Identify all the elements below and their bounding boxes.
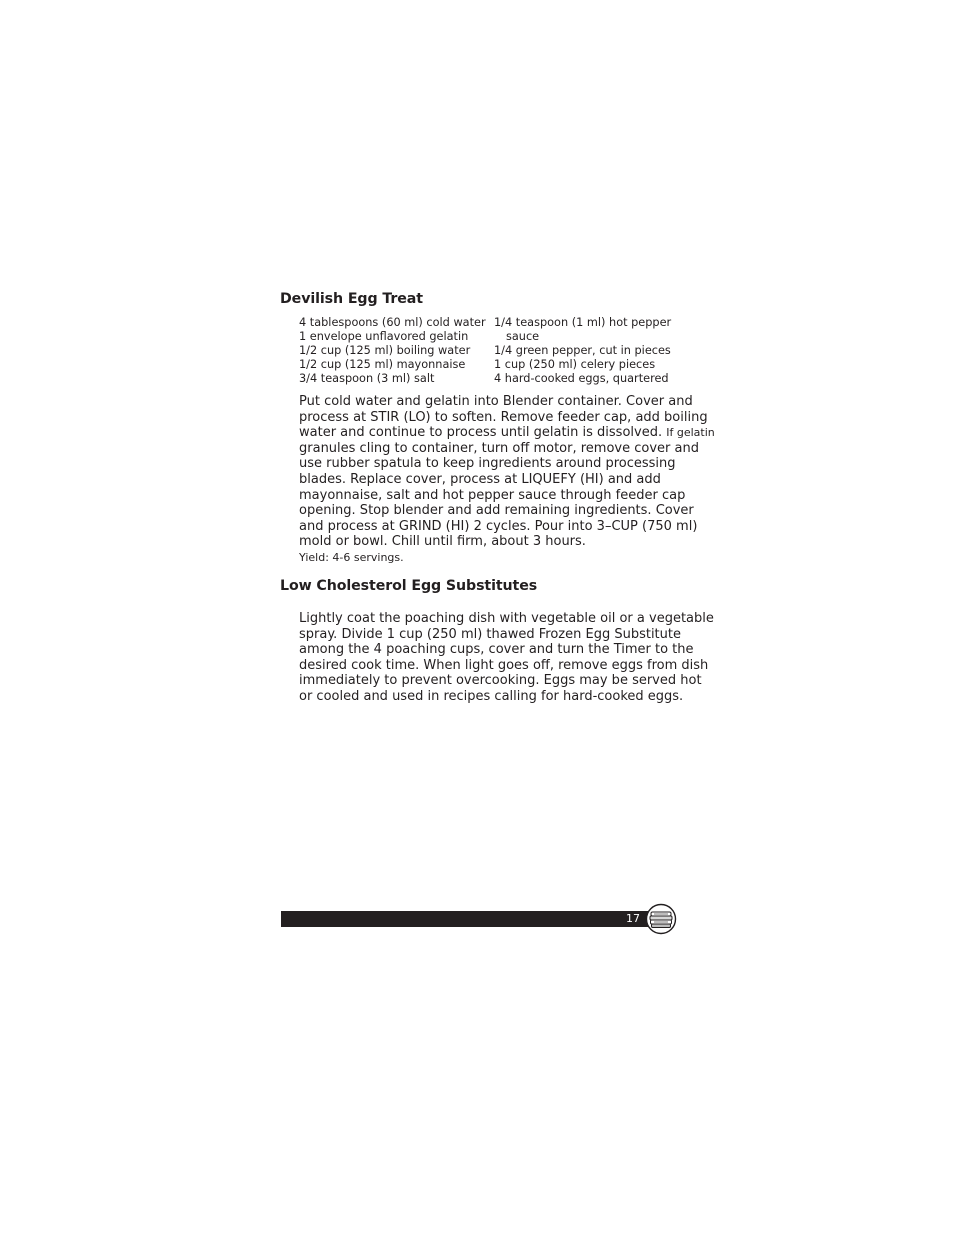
instructions-line: immediately to prevent overcooking. Eggs may be served hot [299, 673, 702, 689]
ingredient-item: 1/2 cup (125 ml) boiling water [299, 344, 471, 357]
directions-line: mayonnaise, salt and hot pepper sauce through feeder cap [299, 487, 686, 503]
instructions-line: desired cook time. When light goes off, remove eggs from dish [299, 657, 709, 673]
directions-line: opening. Stop blender and add remaining ingredients. Cover [299, 503, 694, 519]
ingredient-item: 4 hard-cooked eggs, quartered [494, 372, 669, 385]
ingredients-right-column [494, 316, 671, 386]
directions-small-text: If gelatin [666, 426, 715, 440]
directions-line: blades. Replace cover, process at LIQUEFY (HI) and add [299, 471, 661, 487]
ingredient-item: 1 envelope unflavored gelatin [299, 330, 469, 343]
instructions-line: spray. Divide 1 cup (250 ml) thawed Frozen Egg Substitute [299, 626, 681, 642]
recipe-directions [299, 394, 715, 550]
egg-cooker-icon [645, 903, 677, 935]
instructions-line: or cooled and used in recipes calling for hard-cooked eggs. [299, 688, 684, 704]
recipe-title-devilish-egg-treat: Devilish Egg Treat [280, 291, 423, 307]
ingredient-item-continued: sauce [506, 330, 540, 343]
instructions-line: Lightly coat the poaching dish with vegetable oil or a vegetable [299, 611, 714, 626]
recipe-instructions [299, 611, 714, 705]
ingredient-item: 1/2 cup (125 ml) mayonnaise [299, 358, 466, 371]
directions-line: process at STIR (LO) to soften. Remove feeder cap, add boiling [299, 409, 708, 425]
recipe-title-low-cholesterol: Low Cholesterol Egg Substitutes [280, 578, 538, 594]
ingredient-item: 1/4 teaspoon (1 ml) hot pepper [494, 316, 672, 329]
directions-line: use rubber spatula to keep ingredients around processing [299, 456, 676, 472]
directions-line [299, 425, 715, 441]
directions-line-text: water and continue to process until gelatin is dissolved. [299, 425, 663, 441]
recipe-yield: Yield: 4-6 servings. [299, 551, 404, 564]
directions-line: and process at GRIND (HI) 2 cycles. Pour into 3–CUP (750 ml) [299, 518, 698, 534]
directions-line: Put cold water and gelatin into Blender container. Cover and [299, 394, 693, 409]
ingredient-item: 4 tablespoons (60 ml) cold water [299, 316, 486, 329]
directions-line: granules cling to container, turn off motor, remove cover and [299, 440, 699, 456]
directions-line: mold or bowl. Chill until firm, about 3 hours. [299, 534, 586, 550]
footer-bar [281, 911, 657, 927]
ingredient-item: 1/4 green pepper, cut in pieces [494, 344, 671, 357]
page-number: 17 [626, 912, 640, 925]
ingredients-left-column [299, 316, 486, 386]
ingredient-item: 3/4 teaspoon (3 ml) salt [299, 372, 435, 385]
instructions-line: among the 4 poaching cups, cover and turn the Timer to the [299, 642, 694, 658]
ingredient-item: 1 cup (250 ml) celery pieces [494, 358, 656, 371]
